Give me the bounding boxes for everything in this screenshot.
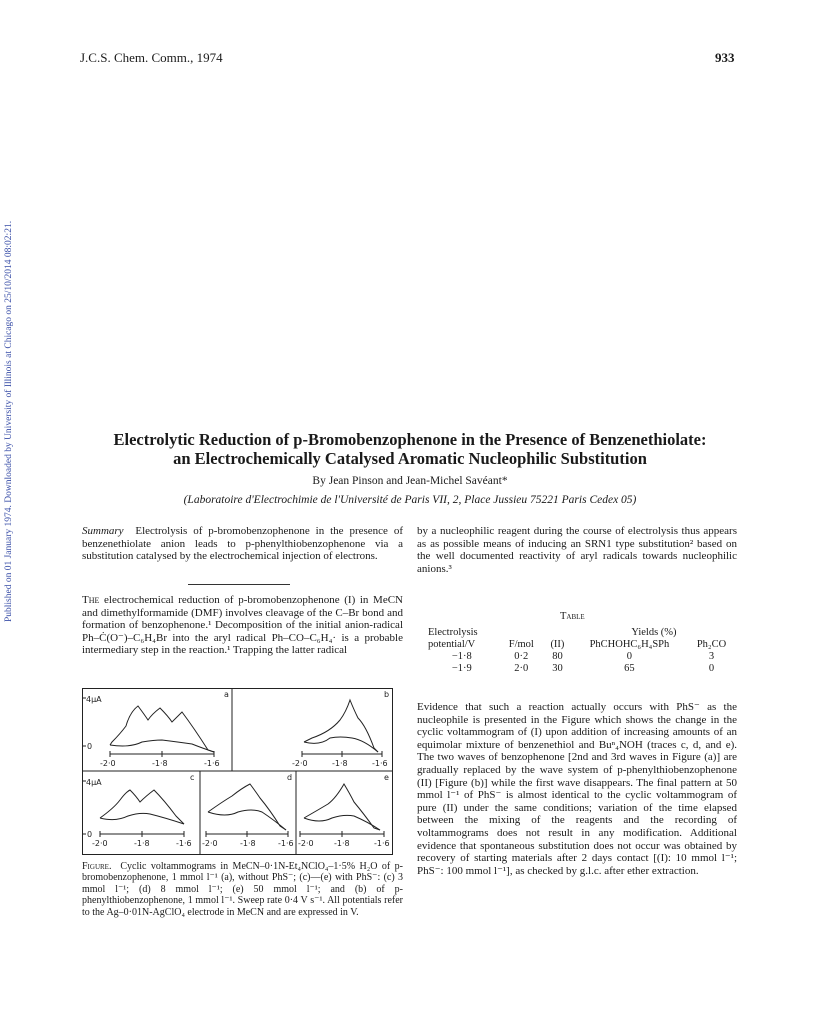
svg-text:-1·8: -1·8 (332, 759, 348, 768)
table-row: −1·8 0·2 80 0 3 (451, 651, 715, 662)
svg-text:-1·6: -1·6 (176, 839, 192, 848)
svg-text:-2·0: -2·0 (202, 839, 218, 848)
intro-paragraph (82, 594, 403, 657)
svg-text:-1·6: -1·6 (278, 839, 294, 848)
panel-label-c: c (190, 773, 195, 782)
svg-text:-1·8: -1·8 (152, 759, 168, 768)
th-electrolysis: Electrolysis (428, 627, 478, 638)
figure-caption (82, 861, 403, 918)
download-note: Published on 01 January 1974. Downloaded by University of Illinois at Chicago on 25/10/2014 08:02:21. (4, 220, 14, 622)
svg-text:-2·0: -2·0 (100, 759, 116, 768)
th-yields: Yields (%) (631, 627, 677, 638)
svg-text:-2·0: -2·0 (298, 839, 314, 848)
table-header-row (424, 639, 736, 651)
caption-label: Figure. (82, 861, 112, 872)
article-title-line2: an Electrochemically Catalysed Aromatic Nucleophilic Substitution (173, 449, 647, 468)
current-scale-label: 4μA (86, 778, 102, 787)
svg-text:-1·8: -1·8 (334, 839, 350, 848)
svg-text:-2·0: -2·0 (92, 839, 108, 848)
th-sph: PhCHOHC₆H₄SPh (589, 639, 670, 650)
panel-label-b: b (384, 690, 390, 699)
th-ii: (II) (550, 639, 565, 650)
svg-text:-1·6: -1·6 (372, 759, 388, 768)
th-ph2co: Ph₂CO (696, 639, 727, 650)
affiliation: (Laboratoire d'Electrochimie de l'Université de Paris VII, 2, Place Jussieu 75221 Paris Cedex 05) (183, 494, 637, 506)
table-title: Table (560, 611, 585, 622)
svg-text:-1·6: -1·6 (204, 759, 220, 768)
svg-text:-2·0: -2·0 (292, 759, 308, 768)
right-column-body: Evidence that such a reaction actually occurs with PhS⁻ as the nucleophile is presented in the Figure which shows the change in the cyclic voltammogram of (I) upon addition of increasing amounts of an equimolar mixture of benzenethiol and Buⁿ₄NOH (traces c, d, and e). The two waves of benzophenone [2nd and 3rd waves in Figure (a)] are gradually replaced by the wave system of p-phenylthiobenzophenone (II) [Figure (b)] while the first wave disappears. The final pattern at 50 mmol l⁻¹ of PhS⁻ is almost identical to the cyclic voltammogram of pure (II) under the same conditions; variation of the time elapsed between the mixing of the reagents and the recording of voltammograms does not result in any modification. Additional evidence that spontaneous substitution does not occur was obtained by recovery of starting materials after 2 days contact [(I): 10 mmol l⁻¹; PhS⁻: 100 mmol l⁻¹], as checked by g.l.c. after ether extraction. (417, 701, 737, 877)
voltammogram-c (100, 790, 184, 837)
current-scale-label: 4μA (86, 695, 102, 704)
article-title-line1: Electrolytic Reduction of p-Bromobenzophenone in the Presence of Benzenethiolate: (113, 430, 707, 449)
journal-header: J.C.S. Chem. Comm., 1974 (80, 50, 223, 65)
voltammogram-figure (82, 688, 404, 856)
summary-label: Summary (82, 525, 124, 537)
right-column-top: by a nucleophilic reagent during the course of electrolysis thus appears as as possible means of inducing an SRN1 type substitution² based on the well documented reactivity of aryl radicals towards nucleophilic anions.³ (417, 525, 737, 575)
th-potential: potential/V (428, 639, 476, 650)
authors: By Jean Pinson and Jean-Michel Savéant* (312, 475, 508, 487)
yields-table (424, 627, 736, 675)
intro-text: electrochemical reduction of p-bromobenzophenone (I) in MeCN and dimethylformamide (DMF) involves cleavage of the C–Br bond and formation of benzophenone.¹ Decomposition of the initial anion-radical Ph–Ċ(O⁻)–C₆H₄Br into the aryl radical Ph–CO–C₆H₄· is a probable intermediary step in the reaction.¹ Trapping the latter radical (82, 594, 403, 657)
panel-label-d: d (287, 773, 293, 782)
svg-text:-1·6: -1·6 (374, 839, 390, 848)
voltammogram-b (302, 700, 382, 757)
voltammogram-a (110, 706, 214, 757)
th-fmol: F/mol (508, 639, 534, 650)
svg-text:-1·8: -1·8 (134, 839, 150, 848)
table-row: −1·9 2·0 30 65 0 (451, 663, 715, 674)
caption-text: Cyclic voltammograms in MeCN–0·1N-Et₄NClO₄–1·5% H₂O of p-bromobenzophenone, 1 mmol l⁻¹ (a), without PhS⁻; (c)—(e) with PhS⁻: (c) 3 mmol l⁻¹; (d) 8 mmol l⁻¹; (e) 50 mmol l⁻¹; and (b) of p-phenylthiobenzophenone, 1 mmol l⁻¹. Sweep rate 0·4 V s⁻¹. All potentials refer to the Ag–0·01N-AgClO₄ electrode in MeCN and are expressed in V. (82, 861, 403, 918)
panel-label-e: e (384, 773, 389, 782)
voltammogram-d (206, 784, 288, 837)
zero-label: 0 (87, 830, 93, 839)
panel-label-a: a (224, 690, 229, 699)
summary-text: Electrolysis of p-bromobenzophenone in the presence of benzenethiolate anion leads to p-phenylthiobenzophenone via a substitution catalysed by the electrochemical injection of electrons. (82, 525, 404, 563)
page-number: 933 (715, 50, 735, 65)
intro-lead: The (82, 594, 100, 606)
table-header-row (424, 627, 736, 639)
summary-block (82, 525, 403, 563)
voltammogram-e (300, 784, 384, 837)
svg-text:-1·8: -1·8 (240, 839, 256, 848)
divider (188, 584, 290, 585)
zero-label: 0 (87, 742, 93, 751)
